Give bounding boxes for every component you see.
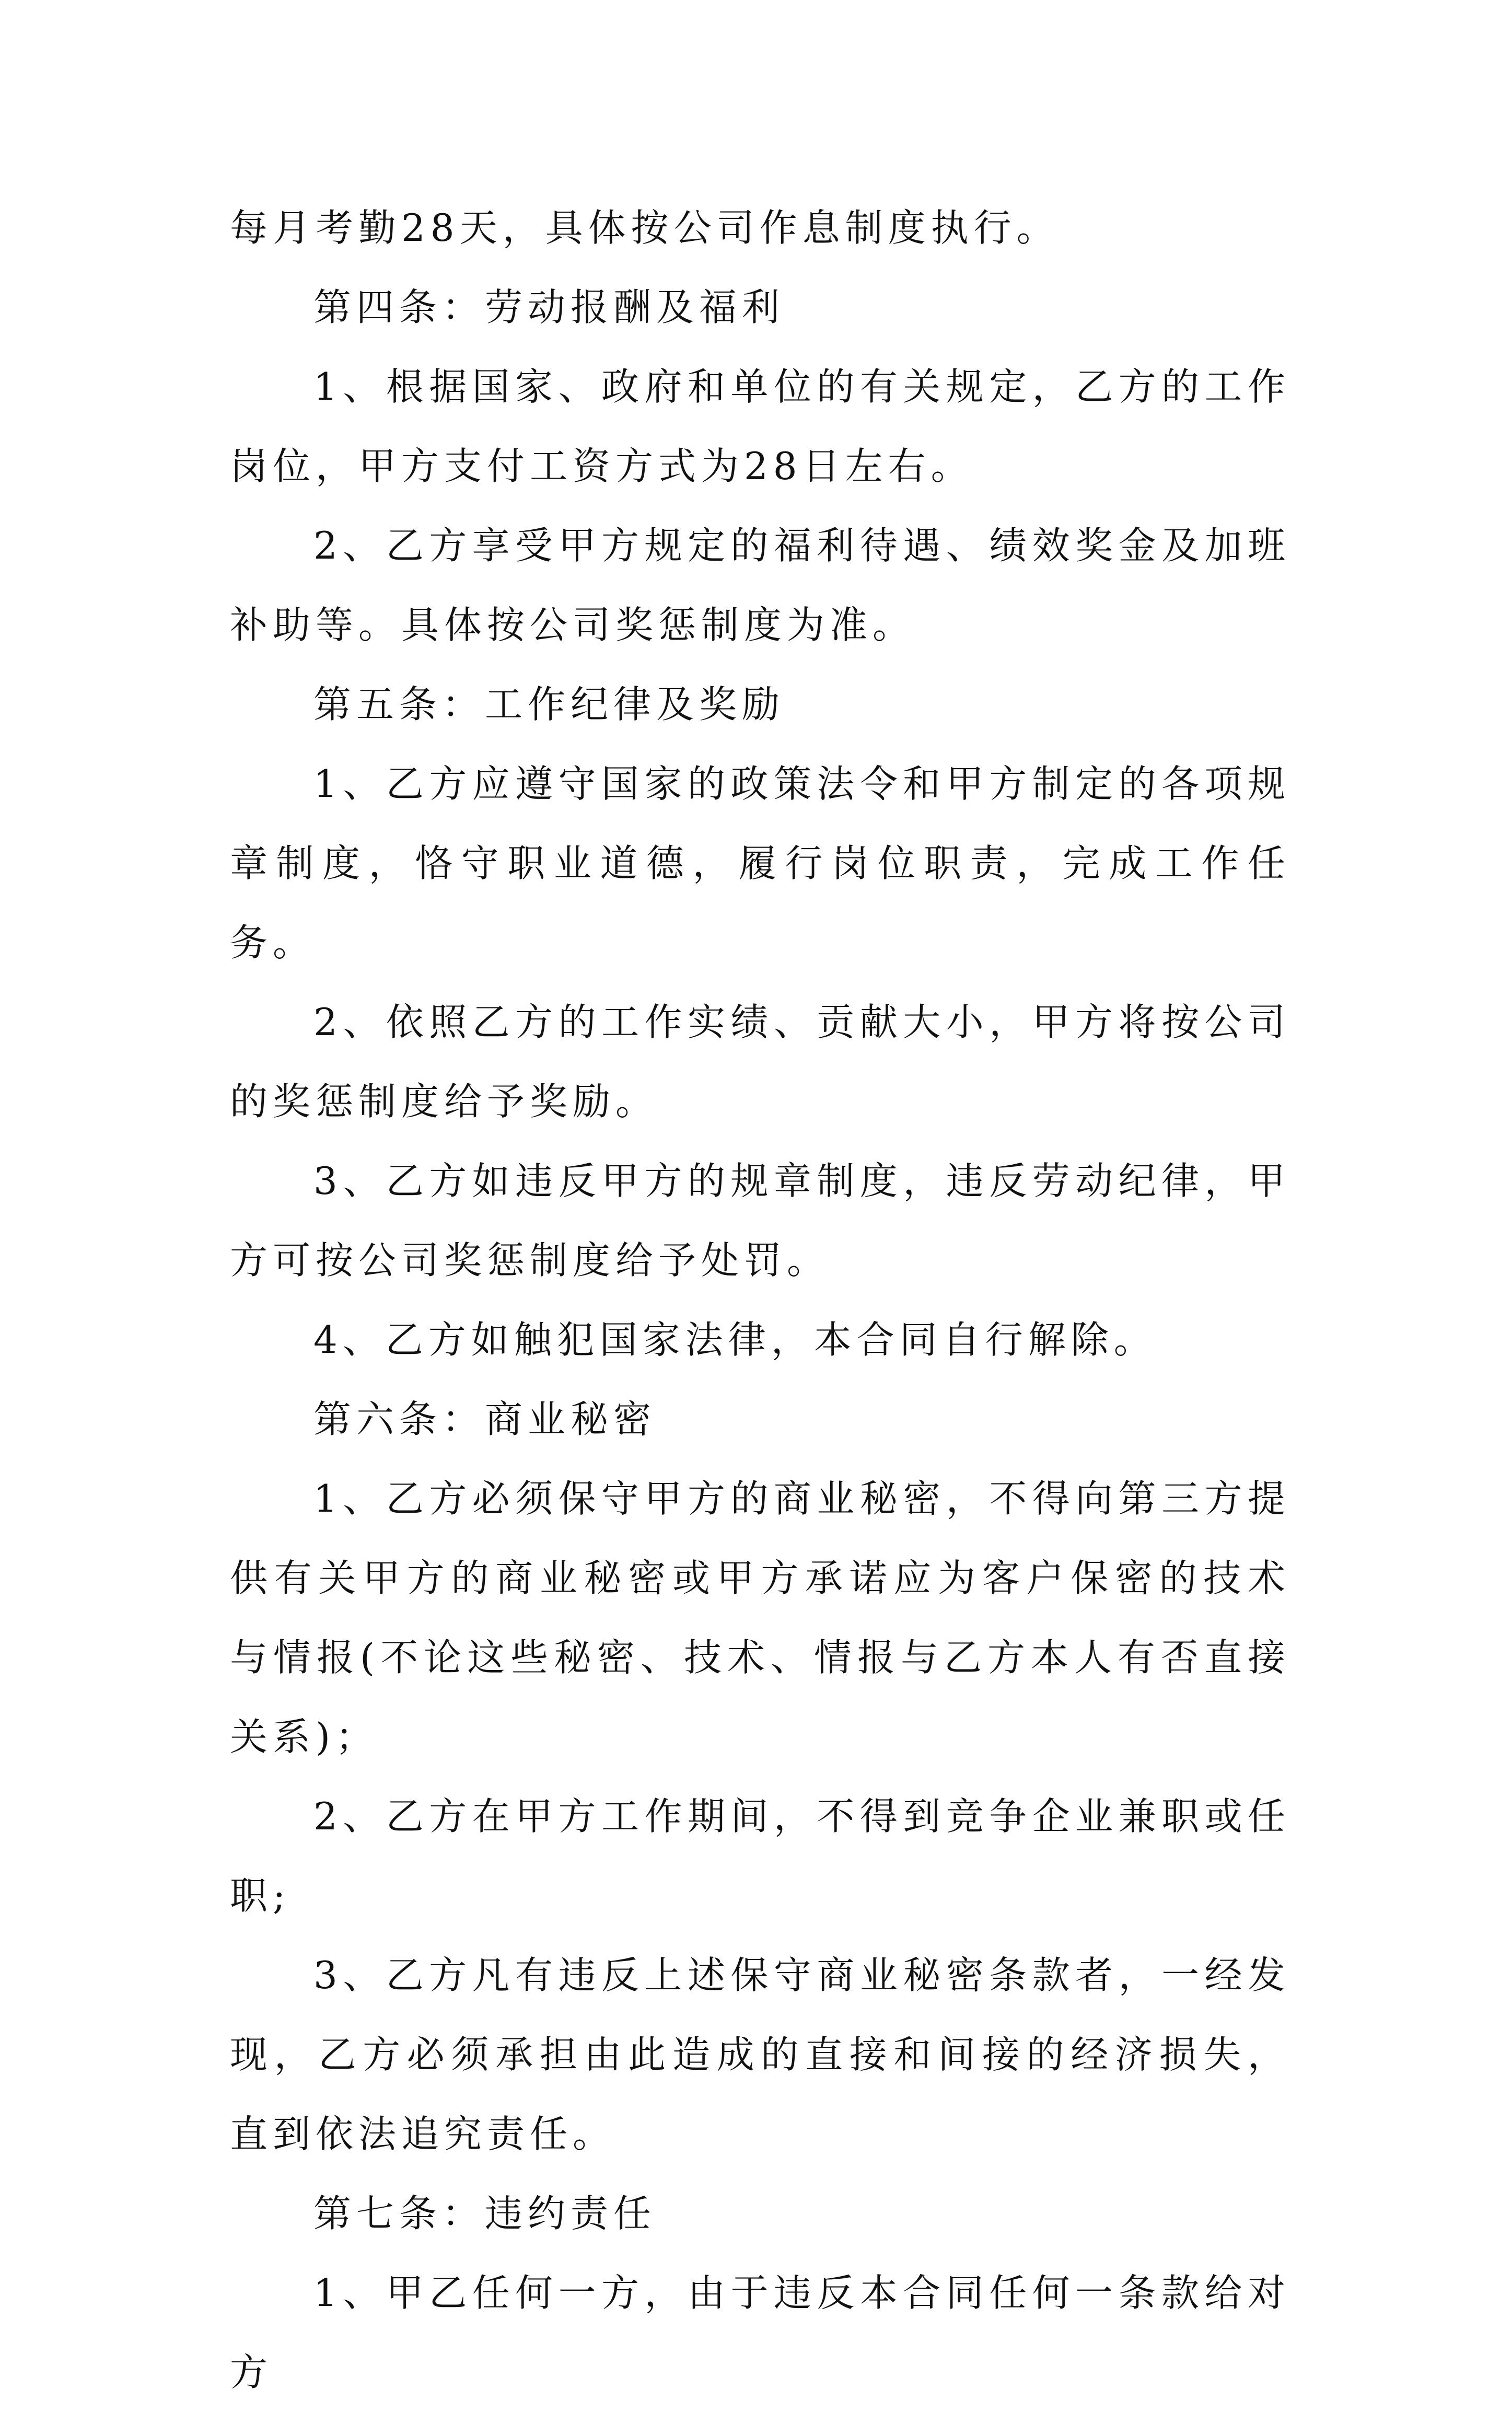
section-heading-article-4: 第四条：劳动报酬及福利 [313,285,785,329]
paragraph-article-5-item-2: 2、依照乙方的工作实绩、贡献大小，甲方将按公司的奖惩制度给予奖励。 [230,1000,1290,1123]
paragraph-article-5-item-4: 4、乙方如触犯国家法律，本合同自行解除。 [313,1318,1157,1362]
paragraph-article-6-item-2: 2、乙方在甲方工作期间，不得到竞争企业兼职或任职; [230,1794,1290,1918]
section-heading-article-7: 第七条：违约责任 [313,2191,657,2235]
paragraph-article-7-item-1: 1、甲乙任何一方，由于违反本合同任何一条款给对方 [230,2271,1290,2394]
paragraph-article-5-item-3: 3、乙方如违反甲方的规章制度，违反劳动纪律，甲方可按公司奖惩制度给予处罚。 [230,1159,1290,1282]
section-heading-article-6: 第六条：商业秘密 [313,1397,657,1441]
paragraph-article-6-item-3: 3、乙方凡有违反上述保守商业秘密条款者，一经发现，乙方必须承担由此造成的直接和间接的经济损失，直到依法追究责任。 [230,1953,1290,2156]
document-body [230,188,1290,2412]
paragraph-attendance: 每月考勤28天，具体按公司作息制度执行。 [230,206,1060,250]
paragraph-article-4-item-2: 2、乙方享受甲方规定的福利待遇、绩效奖金及加班补助等。具体按公司奖惩制度为准。 [230,524,1290,647]
paragraph-article-6-item-1: 1、乙方必须保守甲方的商业秘密，不得向第三方提供有关甲方的商业秘密或甲方承诺应为客户保密的技术与情报(不论这些秘密、技术、情报与乙方本人有否直接关系)； [230,1477,1290,1759]
section-heading-article-5: 第五条：工作纪律及奖励 [313,682,785,726]
paragraph-article-5-item-1: 1、乙方应遵守国家的政策法令和甲方制定的各项规章制度，恪守职业道德，履行岗位职责，完成工作任务。 [230,762,1290,965]
paragraph-article-4-item-1: 1、根据国家、政府和单位的有关规定，乙方的工作岗位，甲方支付工资方式为28日左右。 [230,365,1290,488]
